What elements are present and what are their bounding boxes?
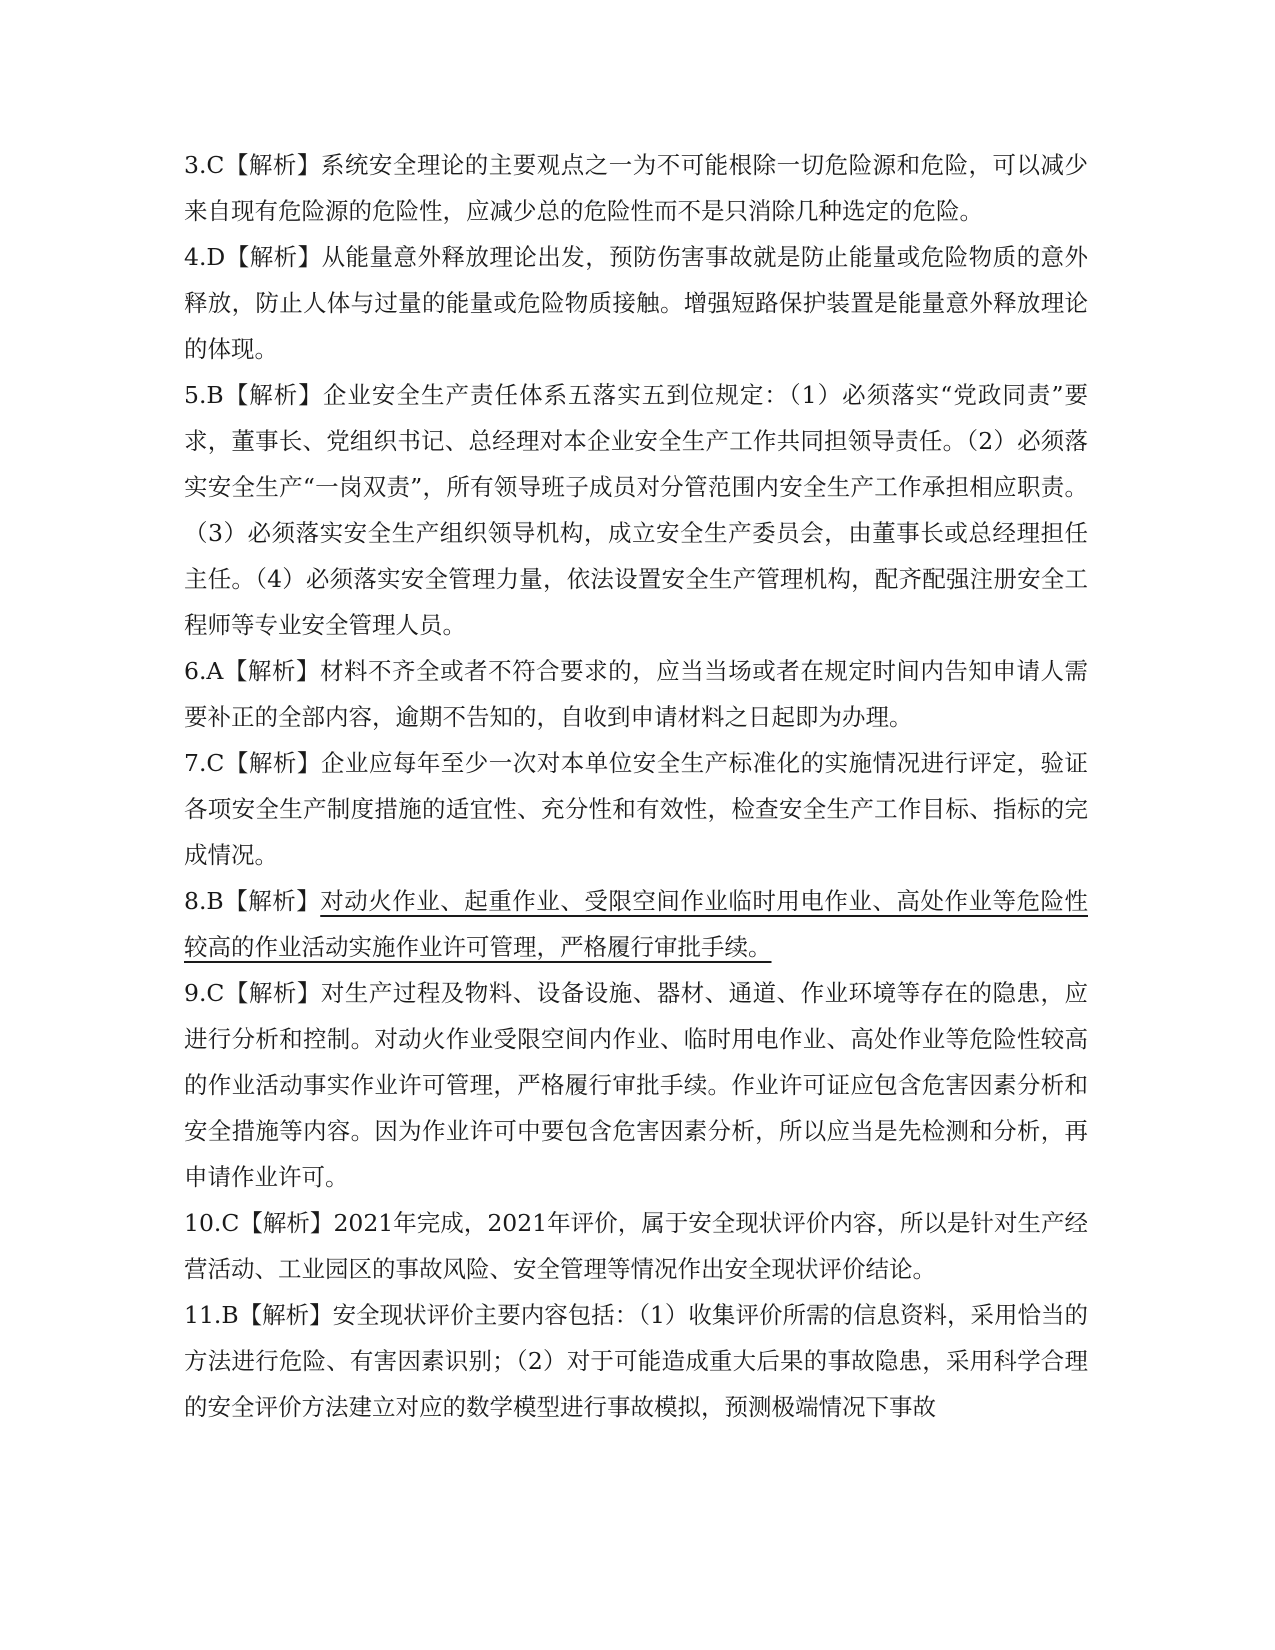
answer-label: 8.B【解析】 (184, 887, 321, 915)
answer-label: 6.A【解析】 (184, 657, 320, 685)
answer-item-10 (184, 1200, 1088, 1292)
answer-label: 5.B【解析】 (184, 381, 323, 409)
answer-item-5 (184, 372, 1088, 648)
answer-text: 从能量意外释放理论出发，预防伤害事故就是防止能量或危险物质的意外释放，防止人体与过量的能量或危险物质接触。增强短路保护装置是能量意外释放理论的体现。 (184, 243, 1089, 363)
answer-item-3 (184, 142, 1088, 234)
answer-item-7 (184, 740, 1088, 878)
answer-text: 材料不齐全或者不符合要求的，应当当场或者在规定时间内告知申请人需要补正的全部内容，逾期不告知的，自收到申请材料之日起即为办理。 (184, 657, 1088, 731)
answer-label: 7.C【解析】 (184, 749, 321, 777)
answer-label: 9.C【解析】 (184, 979, 321, 1007)
answer-text: 对生产过程及物料、设备设施、器材、通道、作业环境等存在的隐患，应进行分析和控制。对动火作业受限空间内作业、临时用电作业、高处作业等危险性较高的作业活动事实作业许可管理，严格履行审批手续。作业许可证应包含危害因素分析和安全措施等内容。因为作业许可中要包含危害因素分析，所以应当是先检测和分析，再申请作业许可。 (184, 979, 1089, 1191)
answer-text-underlined: 对动火作业、起重作业、受限空间作业临时用电作业、高处作业等危险性较高的作业活动实施作业许可管理，严格履行审批手续。 (184, 887, 1088, 961)
answer-text: 企业应每年至少一次对本单位安全生产标准化的实施情况进行评定，验证各项安全生产制度措施的适宜性、充分性和有效性，检查安全生产工作目标、指标的完成情况。 (184, 749, 1089, 869)
answer-item-8 (184, 878, 1088, 970)
answer-item-9 (184, 970, 1088, 1200)
answer-item-11 (184, 1292, 1088, 1430)
answer-text: 系统安全理论的主要观点之一为不可能根除一切危险源和危险，可以减少来自现有危险源的危险性，应减少总的危险性而不是只消除几种选定的危险。 (184, 151, 1089, 225)
answer-text: 企业安全生产责任体系五落实五到位规定：（1）必须落实“党政同责”要求，董事长、党组织书记、总经理对本企业安全生产工作共同担领导责任。（2）必须落实安全生产“一岗双责”，所有领导班子成员对分管范围内安全生产工作承担相应职责。（3）必须落实安全生产组织领导机构，成立安全生产委员会，由董事长或总经理担任主任。（4）必须落实安全管理力量，依法设置安全生产管理机构，配齐配强注册安全工程师等专业安全管理人员。 (184, 381, 1088, 639)
answer-text: 安全现状评价主要内容包括：（1）收集评价所需的信息资料，采用恰当的方法进行危险、有害因素识别；（2）对于可能造成重大后果的事故隐患，采用科学合理的安全评价方法建立对应的数学模型进行事故模拟，预测极端情况下事故 (184, 1301, 1088, 1421)
answer-item-4 (184, 234, 1088, 372)
answer-label: 10.C【解析】 (184, 1209, 334, 1237)
answer-label: 11.B【解析】 (184, 1301, 333, 1329)
answer-item-6 (184, 648, 1088, 740)
answer-label: 3.C【解析】 (184, 151, 321, 179)
answer-text: 2021年完成，2021年评价，属于安全现状评价内容，所以是针对生产经营活动、工业园区的事故风险、安全管理等情况作出安全现状评价结论。 (184, 1209, 1088, 1283)
answer-explanations (184, 142, 1088, 1430)
answer-label: 4.D【解析】 (184, 243, 322, 271)
